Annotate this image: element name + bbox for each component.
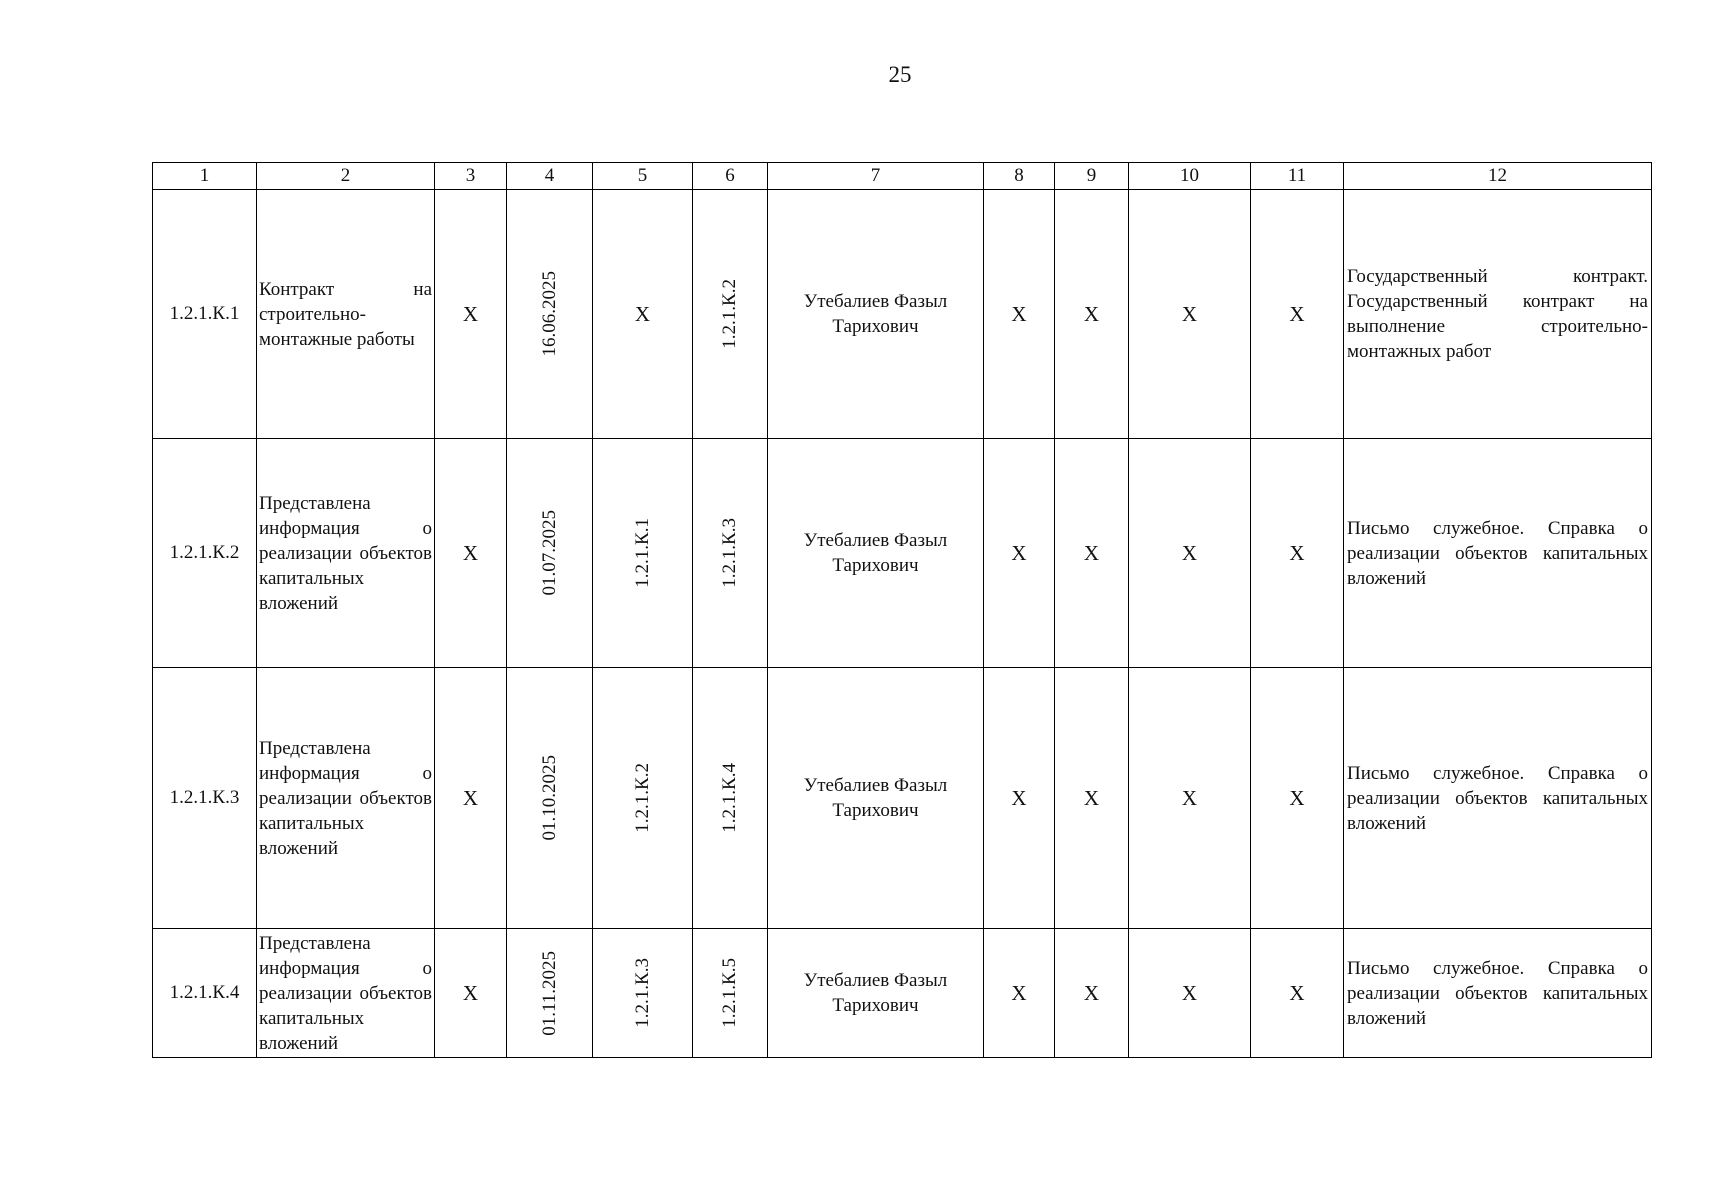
row-name-text: Представлена информация о реализации объектов капитальных вложений bbox=[259, 737, 432, 859]
document-description-text: Государственный контракт. Государственный контракт на выполнение строительно-монтажных работ bbox=[1347, 266, 1648, 362]
date-cell bbox=[507, 190, 593, 439]
date-cell bbox=[507, 439, 593, 668]
col8-mark: X bbox=[984, 190, 1055, 439]
document-description bbox=[1344, 929, 1652, 1058]
col8-mark: X bbox=[984, 668, 1055, 929]
next-text: 1.2.1.К.3 bbox=[719, 518, 740, 588]
col10-mark: X bbox=[1129, 439, 1251, 668]
document-description-text: Письмо служебное. Справка о реализации объектов капитальных вложений bbox=[1347, 517, 1648, 589]
col10-mark: X bbox=[1129, 929, 1251, 1058]
row-name bbox=[257, 439, 435, 668]
next-text: 1.2.1.К.2 bbox=[719, 279, 740, 349]
table-row bbox=[153, 929, 1652, 1058]
table-row bbox=[153, 668, 1652, 929]
next-cell bbox=[693, 929, 768, 1058]
row-name bbox=[257, 929, 435, 1058]
date-cell bbox=[507, 668, 593, 929]
header-row bbox=[153, 163, 1652, 190]
col3-mark: X bbox=[435, 190, 507, 439]
col11-mark: X bbox=[1251, 929, 1344, 1058]
document-description-text: Письмо служебное. Справка о реализации объектов капитальных вложений bbox=[1347, 957, 1648, 1029]
row-name bbox=[257, 668, 435, 929]
row-name bbox=[257, 190, 435, 439]
column-header-11: 11 bbox=[1251, 163, 1344, 190]
date-text: 01.10.2025 bbox=[538, 755, 560, 841]
column-header-12: 12 bbox=[1344, 163, 1652, 190]
col9-mark: X bbox=[1055, 439, 1129, 668]
next-cell bbox=[693, 190, 768, 439]
prev-cell bbox=[593, 929, 693, 1058]
date-text: 01.07.2025 bbox=[538, 510, 560, 596]
column-header-9: 9 bbox=[1055, 163, 1129, 190]
table-row bbox=[153, 190, 1652, 439]
column-header-7: 7 bbox=[768, 163, 984, 190]
next-cell bbox=[693, 668, 768, 929]
col10-mark: X bbox=[1129, 190, 1251, 439]
row-name-text: Представлена информация о реализации объектов капитальных вложений bbox=[259, 492, 432, 614]
date-cell bbox=[507, 929, 593, 1058]
column-header-2: 2 bbox=[257, 163, 435, 190]
table-row bbox=[153, 439, 1652, 668]
document-description bbox=[1344, 668, 1652, 929]
document-description bbox=[1344, 190, 1652, 439]
row-code: 1.2.1.К.3 bbox=[153, 668, 257, 929]
col3-mark: X bbox=[435, 668, 507, 929]
col11-mark: X bbox=[1251, 439, 1344, 668]
col9-mark: X bbox=[1055, 668, 1129, 929]
col8-mark: X bbox=[984, 439, 1055, 668]
row-name-text: Представлена информация о реализации объектов капитальных вложений bbox=[259, 932, 432, 1054]
col8-mark: X bbox=[984, 929, 1055, 1058]
prev-text: 1.2.1.К.3 bbox=[631, 958, 653, 1028]
prev-text: 1.2.1.К.2 bbox=[631, 763, 653, 833]
prev-cell: X bbox=[593, 190, 693, 439]
prev-text: 1.2.1.К.1 bbox=[631, 518, 653, 588]
data-table bbox=[152, 162, 1652, 1058]
next-text: 1.2.1.К.4 bbox=[719, 763, 740, 833]
date-text: 01.11.2025 bbox=[538, 950, 560, 1036]
column-header-4: 4 bbox=[507, 163, 593, 190]
col9-mark: X bbox=[1055, 190, 1129, 439]
date-text: 16.06.2025 bbox=[538, 271, 560, 357]
column-header-3: 3 bbox=[435, 163, 507, 190]
col10-mark: X bbox=[1129, 668, 1251, 929]
responsible-person: Утебалиев Фазыл Тарихович bbox=[768, 929, 984, 1058]
row-code: 1.2.1.К.1 bbox=[153, 190, 257, 439]
responsible-person: Утебалиев Фазыл Тарихович bbox=[768, 668, 984, 929]
col11-mark: X bbox=[1251, 190, 1344, 439]
column-header-1: 1 bbox=[153, 163, 257, 190]
column-header-10: 10 bbox=[1129, 163, 1251, 190]
col3-mark: X bbox=[435, 439, 507, 668]
responsible-person: Утебалиев Фазыл Тарихович bbox=[768, 190, 984, 439]
document-description bbox=[1344, 439, 1652, 668]
next-cell bbox=[693, 439, 768, 668]
col9-mark: X bbox=[1055, 929, 1129, 1058]
column-header-5: 5 bbox=[593, 163, 693, 190]
row-code: 1.2.1.К.2 bbox=[153, 439, 257, 668]
col3-mark: X bbox=[435, 929, 507, 1058]
table-container bbox=[152, 162, 1652, 1058]
column-header-8: 8 bbox=[984, 163, 1055, 190]
row-name-text: Контракт на строительно-монтажные работы bbox=[259, 278, 432, 350]
column-header-6: 6 bbox=[693, 163, 768, 190]
next-text: 1.2.1.К.5 bbox=[719, 958, 740, 1028]
responsible-person: Утебалиев Фазыл Тарихович bbox=[768, 439, 984, 668]
page-number: 25 bbox=[888, 62, 912, 87]
col11-mark: X bbox=[1251, 668, 1344, 929]
prev-cell bbox=[593, 439, 693, 668]
row-code: 1.2.1.К.4 bbox=[153, 929, 257, 1058]
prev-cell bbox=[593, 668, 693, 929]
document-description-text: Письмо служебное. Справка о реализации объектов капитальных вложений bbox=[1347, 762, 1648, 834]
